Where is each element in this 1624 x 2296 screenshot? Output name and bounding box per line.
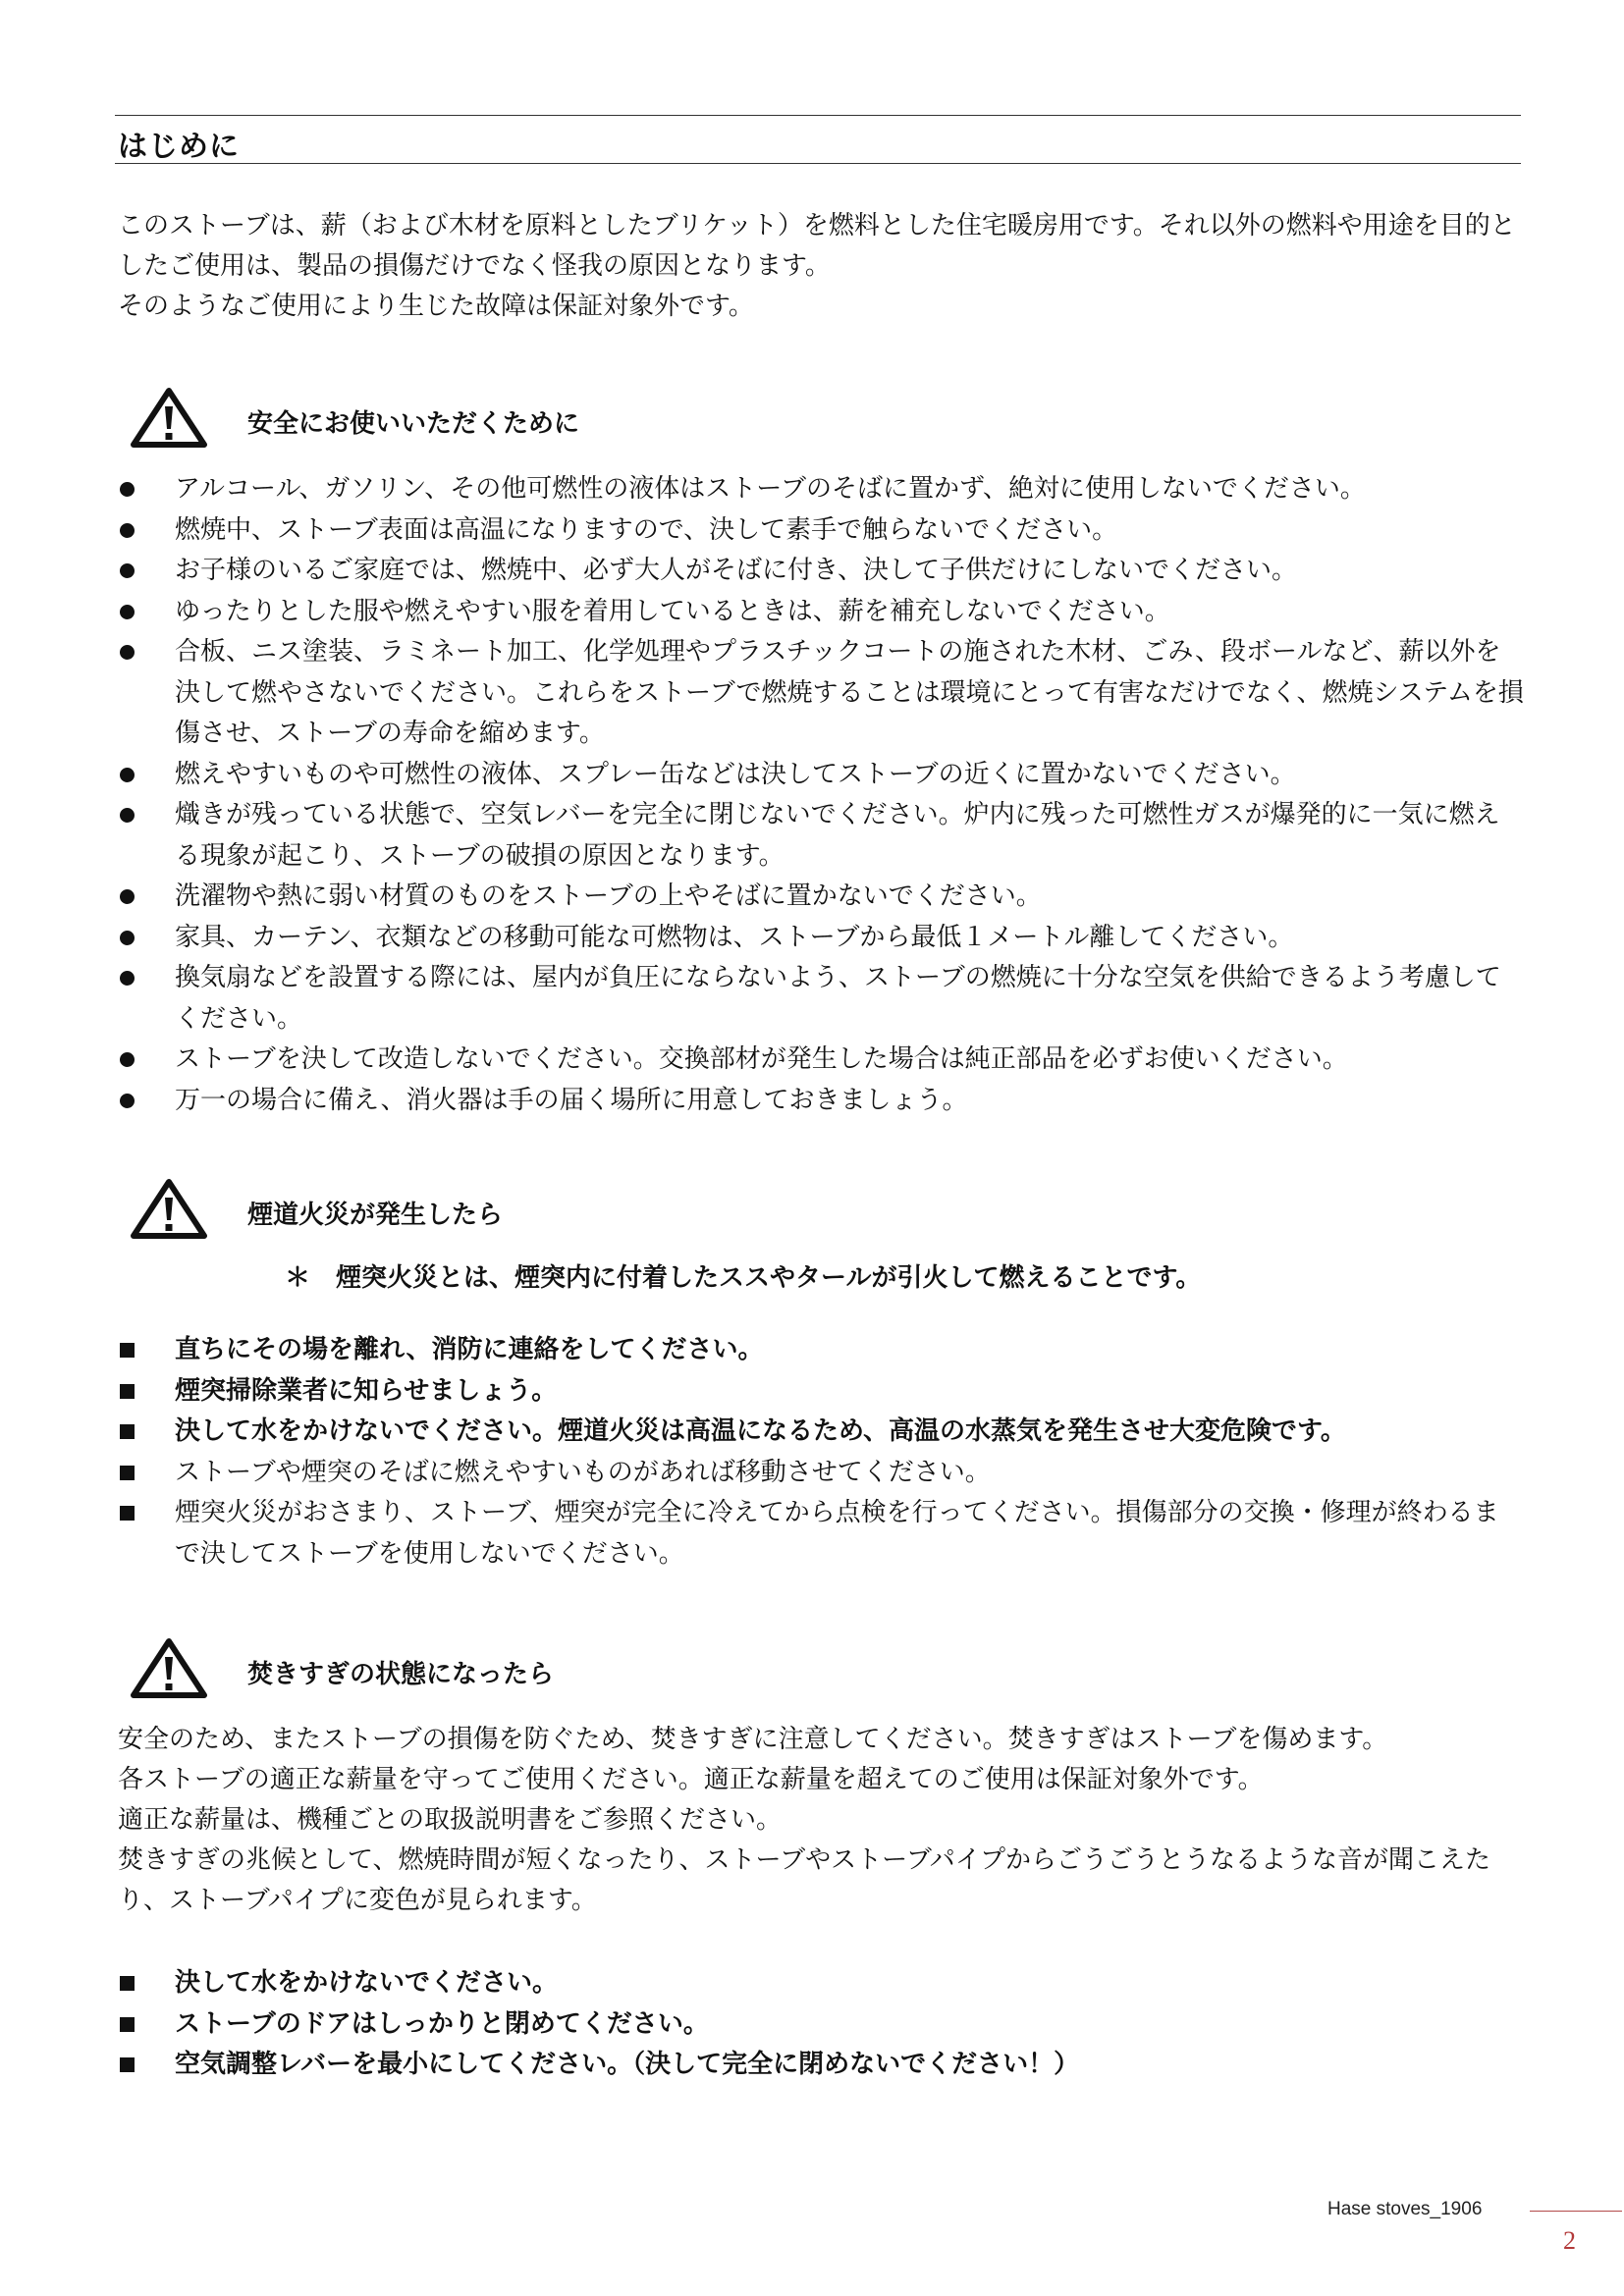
overfire-paragraph: 各ストーブの適正な薪量を守ってご使用ください。適正な薪量を超えてのご使用は保証対象外です。: [118, 1765, 1264, 1794]
list-item: [118, 1453, 1524, 1494]
intro-paragraph: そのようなご使用により生じた故障は保証対象外です。: [118, 292, 754, 321]
intro-text: [118, 206, 1524, 327]
overfire-list: [118, 1963, 1524, 2086]
list-item: [118, 1371, 1524, 1413]
warning-triangle-icon: [130, 1177, 208, 1240]
list-item: [118, 2004, 1524, 2046]
page-number: 2: [1563, 2226, 1576, 2255]
safety-title: 安全にお使いいただくために: [247, 409, 580, 439]
list-item-text: 煙突掃除業者に知らせましょう。: [175, 1375, 558, 1406]
list-item-text: 決して水をかけないでください。: [175, 1968, 559, 1998]
bullet-dot: [120, 563, 135, 578]
list-item-text: 空気調整レバーを最小にしてください。（決して完全に閉めないでください！）: [175, 2050, 1080, 2079]
chimney-fire-note: ＊ 煙突火災とは、煙突内に付着したススやタールが引火して燃えることです。: [285, 1263, 1202, 1293]
bullet-square: [120, 2017, 135, 2032]
list-item-text: ストーブを決して改造しないでください。交換部材が発生した場合は純正部品を必ずお使いください。: [175, 1044, 1348, 1074]
list-item: [118, 632, 1524, 755]
bullet-dot: [120, 482, 135, 497]
list-item-text: 換気扇などを設置する際には、屋内が負圧にならないよう、ストーブの燃焼に十分な空気を供給できるよう考慮してください。: [175, 963, 1501, 1034]
bullet-dot: [120, 1052, 135, 1067]
header-rule-top: [115, 115, 1521, 116]
list-item-text: 燃焼中、ストーブ表面は高温になりますので、決して素手で触らないでください。: [175, 514, 1118, 545]
list-item: [118, 1081, 1524, 1122]
list-item-text: 万一の場合に備え、消火器は手の届く場所に用意しておきましょう。: [175, 1085, 968, 1115]
header-rule-bottom: [115, 163, 1521, 164]
list-item-text: 家具、カーテン、衣類などの移動可能な可燃物は、ストーブから最低１メートル離してください。: [175, 922, 1294, 952]
footer-rule: [1530, 2211, 1622, 2212]
bullet-dot: [120, 971, 135, 986]
footer-doc-id: Hase stoves_1906: [1327, 2199, 1483, 2219]
list-item: [118, 795, 1524, 877]
bullet-dot: [120, 605, 135, 619]
bullet-dot: [120, 808, 135, 823]
bullet-dot: [120, 889, 135, 904]
list-item: [118, 1963, 1524, 2004]
list-item: [118, 592, 1524, 633]
list-item-text: お子様のいるご家庭では、燃焼中、必ず大人がそばに付き、決して子供だけにしないでください。: [175, 556, 1297, 585]
page-title: はじめに: [118, 130, 240, 164]
list-item: [118, 1493, 1524, 1575]
warning-triangle-icon: [130, 1636, 208, 1699]
overfire-paragraph: 安全のため、またストーブの損傷を防ぐため、焚きすぎに注意してください。焚きすぎはストーブを傷めます。: [118, 1725, 1388, 1754]
list-item-text: 合板、ニス塗装、ラミネート加工、化学処理やプラスチックコートの施された木材、ごみ、段ボールなど、薪以外を決して燃やさないでください。これらをストーブで燃焼することは環境にとって有害なだけでなく、燃焼システムを損傷させ、ストーブの寿命を縮めます。: [175, 637, 1524, 748]
bullet-square: [120, 1343, 135, 1358]
list-item-text: ストーブのドアはしっかりと閉めてください。: [175, 2008, 709, 2039]
bullet-dot: [120, 645, 135, 660]
list-item-text: 熾きが残っている状態で、空気レバーを完全に閉じないでください。炉内に残った可燃性ガスが爆発的に一気に燃える現象が起こり、ストーブの破損の原因となります。: [175, 800, 1500, 871]
list-item-text: ゆったりとした服や燃えやすい服を着用しているときは、薪を補充しないでください。: [175, 596, 1170, 626]
list-item: [118, 755, 1524, 796]
bullet-square: [120, 1384, 135, 1399]
list-item: [118, 1040, 1524, 1081]
list-item: [118, 958, 1524, 1040]
bullet-square: [120, 1976, 135, 1991]
overfire-paragraph: 適正な薪量は、機種ごとの取扱説明書をご参照ください。: [118, 1805, 783, 1835]
overfire-title: 焚きすぎの状態になったら: [247, 1660, 555, 1689]
overfire-text: [118, 1720, 1524, 1921]
chimney-fire-list: [118, 1330, 1524, 1575]
list-item-text: 直ちにその場を離れ、消防に連絡をしてください。: [175, 1335, 764, 1364]
bullet-square: [120, 1466, 135, 1480]
list-item: [118, 2045, 1524, 2086]
list-item: [118, 877, 1524, 918]
bullet-dot: [120, 523, 135, 538]
list-item-text: 燃えやすいものや可燃性の液体、スプレー缶などは決してストーブの近くに置かないでください。: [175, 759, 1296, 789]
list-item: [118, 918, 1524, 959]
intro-paragraph: このストーブは、薪（および木材を原料としたブリケット）を燃料とした住宅暖房用です。それ以外の燃料や用途を目的としたご使用は、製品の損傷だけでなく怪我の原因となります。: [118, 211, 1516, 281]
list-item-text: アルコール、ガソリン、その他可燃性の液体はストーブのそばに置かず、絶対に使用しないでください。: [175, 474, 1366, 504]
warning-triangle-icon: [130, 386, 208, 449]
bullet-dot: [120, 1094, 135, 1108]
bullet-dot: [120, 931, 135, 945]
overfire-paragraph: 焚きすぎの兆候として、燃焼時間が短くなったり、ストーブやストーブパイプからごうごうとうなるような音が聞こえたり、ストーブパイプに変色が見られます。: [118, 1845, 1491, 1915]
chimney-fire-title: 煙道火災が発生したら: [247, 1201, 504, 1230]
list-item: [118, 551, 1524, 592]
bullet-square: [120, 1424, 135, 1439]
list-item-text: 煙突火災がおさまり、ストーブ、煙突が完全に冷えてから点検を行ってください。損傷部分の交換・修理が終わるまで決してストーブを使用しないでください。: [175, 1498, 1499, 1569]
list-item: [118, 1330, 1524, 1371]
list-item: [118, 469, 1524, 510]
list-item-text: ストーブや煙突のそばに燃えやすいものがあれば移動させてください。: [175, 1457, 991, 1487]
bullet-square: [120, 2057, 135, 2072]
safety-list: [118, 469, 1524, 1121]
bullet-dot: [120, 768, 135, 782]
list-item-text: 洗濯物や熱に弱い材質のものをストーブの上やそばに置かないでください。: [175, 881, 1042, 911]
list-item: [118, 510, 1524, 552]
list-item: [118, 1412, 1524, 1453]
bullet-square: [120, 1506, 135, 1521]
list-item-text: 決して水をかけないでください。煙道火災は高温になるため、高温の水蒸気を発生させ大変危険です。: [175, 1416, 1346, 1446]
